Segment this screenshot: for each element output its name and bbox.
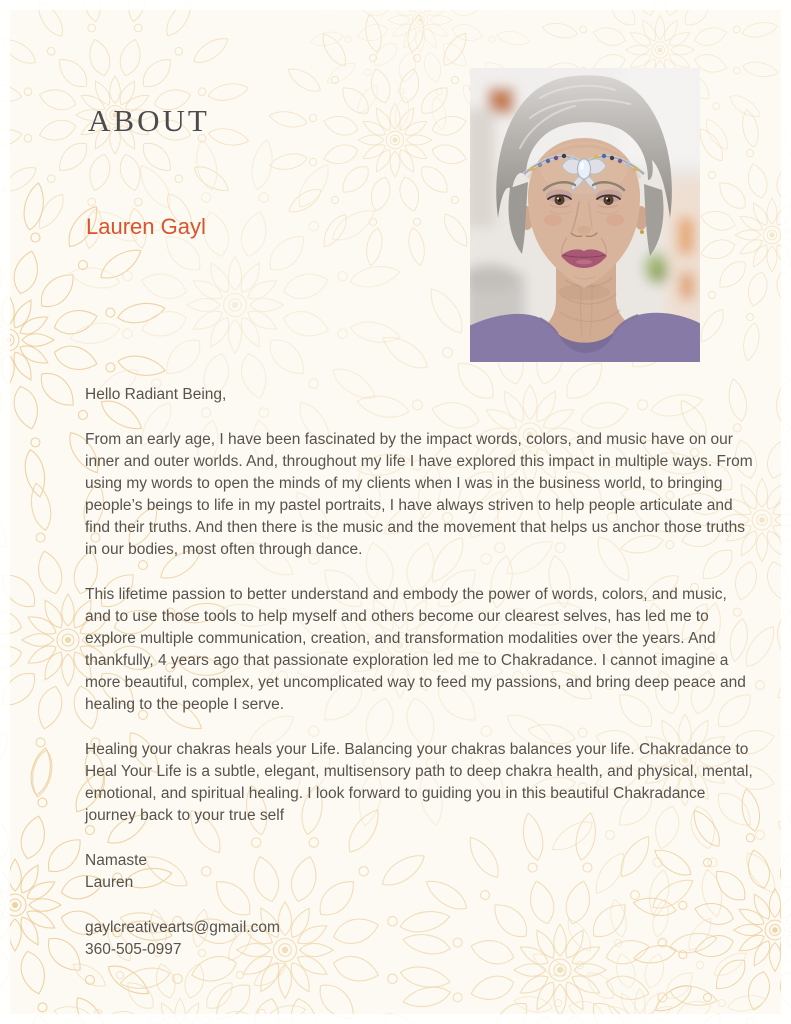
signoff [85, 850, 753, 894]
contact-phone: 360-505-0997 [85, 941, 182, 958]
greeting: Hello Radiant Being, [85, 386, 227, 403]
contact-block [85, 917, 753, 961]
contact-email: gaylcreativearts@gmail.com [85, 919, 280, 936]
signoff-namaste: Namaste [85, 852, 148, 869]
page-title: ABOUT [88, 102, 210, 138]
circlet-moonstone [578, 159, 591, 179]
paragraph-2: This lifetime passion to better understand and embody the power of words, colors, and music, and to use those tools to help myself and others become our clearest selves, has led me to explore multiple communication, creation, and transformation modalities over the years. And thankfully, 4 years ago that passionate exploration led me to Chakradance. I cannot imagine a more beautiful, complex, yet uncomplicated way to feed my passions, and bring deep peace and healing to the people I serve. [85, 586, 746, 713]
paragraph-3: Healing your chakras heals your Life. Balancing your chakras balances your life. Chakradance to Heal Your Life is a subtle, elegant, multisensory path to deep chakra health, and physical, mental, emotional, and spiritual healing. I look forward to guiding you in this beautiful Chakradance journey back to your true self [85, 741, 753, 824]
profile-photo [470, 68, 700, 362]
signoff-name: Lauren [85, 874, 134, 891]
paragraph-1: From an early age, I have been fascinated by the impact words, colors, and music have on our inner and outer worlds. And, throughout my life I have explored this impact in multiple ways. From using my words to open the minds of my clients when I was in the business world, to bringing people’s beings to life in my pastel portraits, I have always striven to help people articulate and find their truths. And then there is the music and the movement that helps us anchor those truths in our bodies, most often through dance. [85, 431, 753, 558]
person-name: Lauren Gayl [86, 214, 206, 239]
letter-body [85, 384, 753, 961]
